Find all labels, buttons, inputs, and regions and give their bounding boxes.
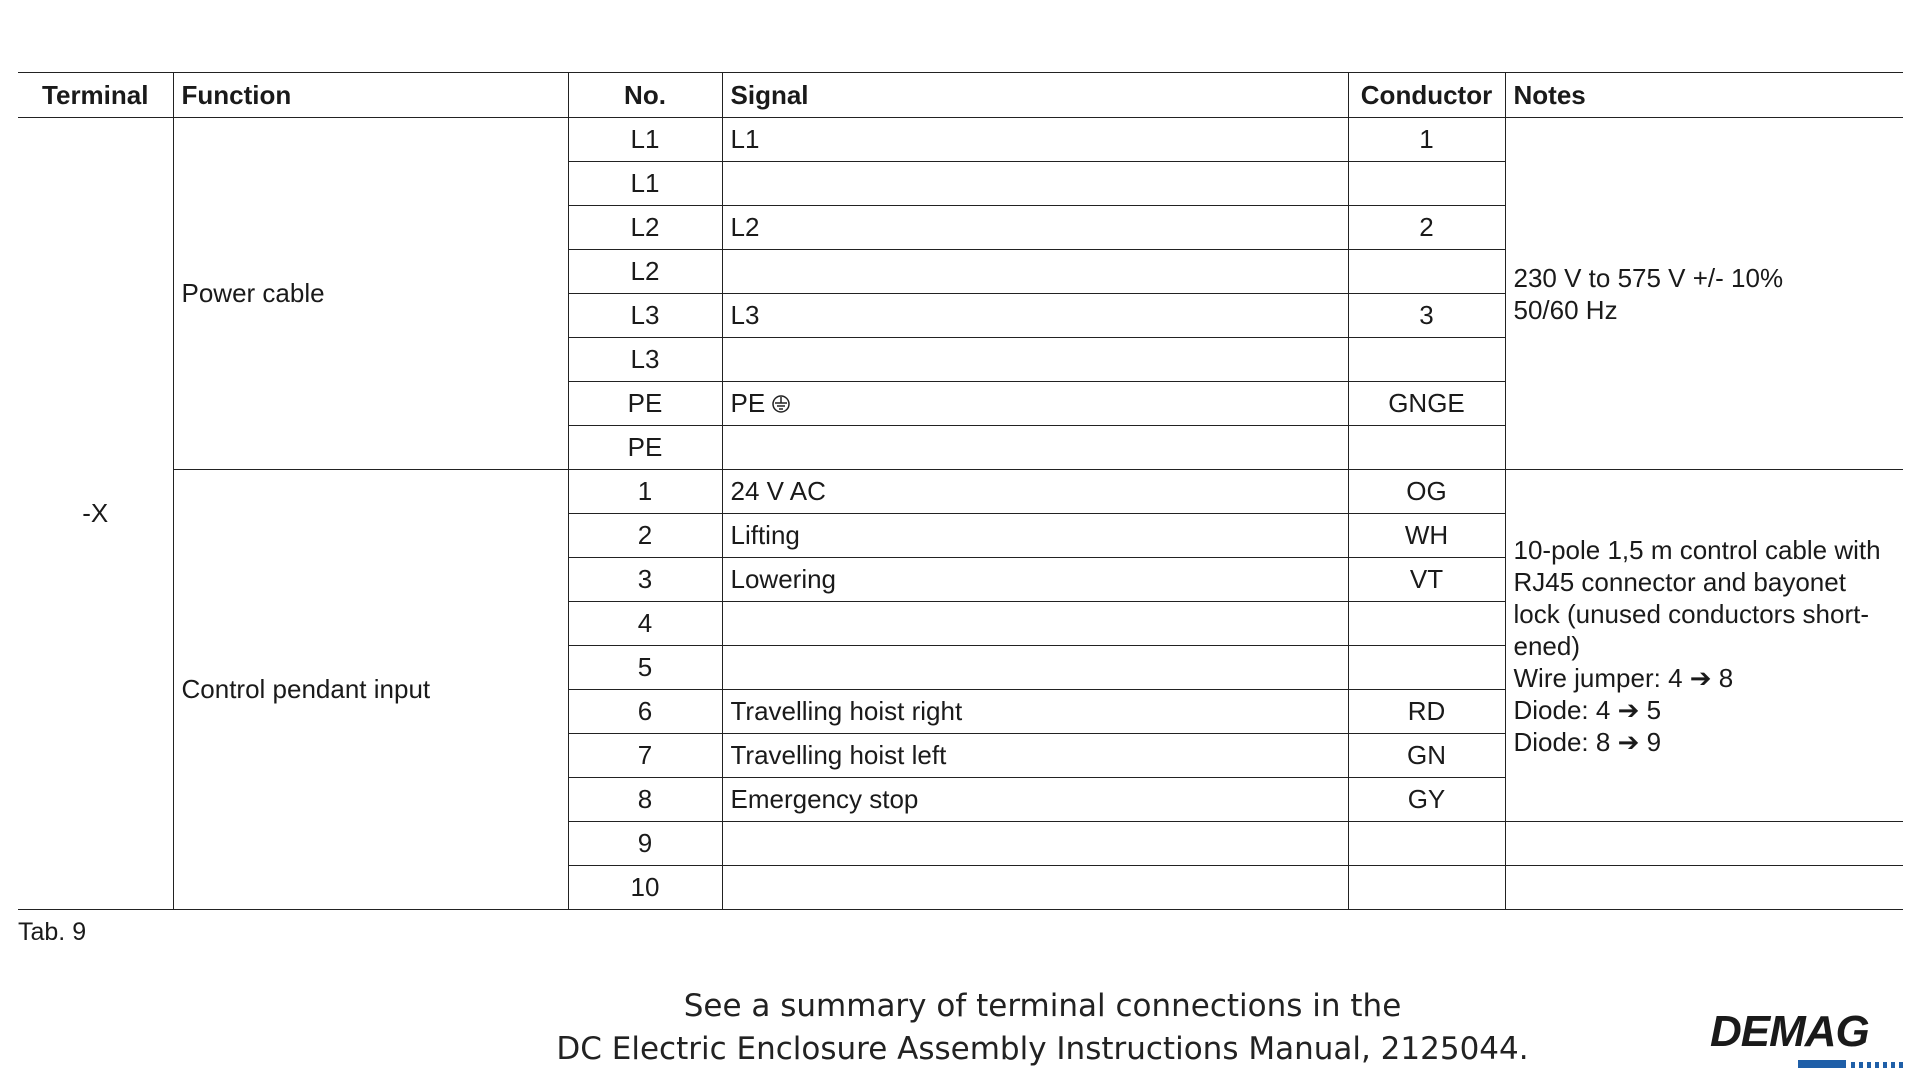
notes-cell-empty xyxy=(1505,866,1903,910)
conductor-cell: 2 xyxy=(1348,206,1505,250)
conductor-cell xyxy=(1348,822,1505,866)
conductor-cell xyxy=(1348,250,1505,294)
signal-text: Emergency stop xyxy=(730,784,919,814)
footer-note xyxy=(0,985,1920,1071)
conductor-cell: GY xyxy=(1348,778,1505,822)
conductor-cell xyxy=(1348,646,1505,690)
signal-cell xyxy=(722,646,1348,690)
notes-line: 230 V to 575 V +/- 10% xyxy=(1513,262,1784,293)
table-row xyxy=(18,118,1903,162)
signal-cell xyxy=(722,558,1348,602)
no-cell: 9 xyxy=(568,822,722,866)
signal-cell xyxy=(722,778,1348,822)
notes-line: Diode: 8 ➔ 9 xyxy=(1513,726,1662,757)
no-cell: PE xyxy=(568,382,722,426)
header-function: Function xyxy=(173,73,568,118)
notes-line: Wire jumper: 4 ➔ 8 xyxy=(1513,662,1734,693)
signal-cell xyxy=(722,294,1348,338)
no-cell: PE xyxy=(568,426,722,470)
conductor-cell xyxy=(1348,162,1505,206)
notes-line: ened) xyxy=(1513,630,1580,661)
signal-cell xyxy=(722,250,1348,294)
no-cell: 2 xyxy=(568,514,722,558)
signal-cell xyxy=(722,866,1348,910)
conductor-cell: RD xyxy=(1348,690,1505,734)
footer-line-2: DC Electric Enclosure Assembly Instructions Manual, 2125044. xyxy=(556,1031,1529,1067)
signal-cell xyxy=(722,514,1348,558)
no-cell: 4 xyxy=(568,602,722,646)
ground-symbol-icon xyxy=(771,394,791,414)
header-no: No. xyxy=(568,73,722,118)
signal-cell xyxy=(722,690,1348,734)
table-row xyxy=(18,470,1903,514)
notes-cell-empty xyxy=(1505,822,1903,866)
signal-cell xyxy=(722,338,1348,382)
logo-bar-icon xyxy=(1798,1058,1913,1070)
conductor-cell: VT xyxy=(1348,558,1505,602)
no-cell: 3 xyxy=(568,558,722,602)
no-cell: L3 xyxy=(568,338,722,382)
conductor-cell: 3 xyxy=(1348,294,1505,338)
conductor-cell: GN xyxy=(1348,734,1505,778)
signal-cell xyxy=(722,822,1348,866)
notes-line: 10-pole 1,5 m control cable with xyxy=(1513,534,1881,565)
signal-cell xyxy=(722,118,1348,162)
signal-text: Travelling hoist right xyxy=(730,696,963,726)
signal-text: Travelling hoist left xyxy=(730,740,947,770)
no-cell: L3 xyxy=(568,294,722,338)
no-cell: L2 xyxy=(568,250,722,294)
no-cell: L1 xyxy=(568,162,722,206)
notes-line: 50/60 Hz xyxy=(1513,294,1618,325)
no-cell: 6 xyxy=(568,690,722,734)
signal-text: 24 V AC xyxy=(730,476,826,506)
signal-cell xyxy=(722,162,1348,206)
notes-line: Diode: 4 ➔ 5 xyxy=(1513,694,1662,725)
no-cell: 8 xyxy=(568,778,722,822)
conductor-cell xyxy=(1348,426,1505,470)
header-notes: Notes xyxy=(1505,73,1903,118)
no-cell: L1 xyxy=(568,118,722,162)
conductor-cell: 1 xyxy=(1348,118,1505,162)
signal-text: Lifting xyxy=(730,520,800,550)
signal-text: L2 xyxy=(730,212,760,242)
no-cell: 5 xyxy=(568,646,722,690)
signal-text: PE xyxy=(730,388,766,418)
conductor-cell xyxy=(1348,338,1505,382)
signal-cell xyxy=(722,206,1348,250)
header-terminal: Terminal xyxy=(18,73,173,118)
signal-text: L3 xyxy=(730,300,760,330)
conductor-cell xyxy=(1348,866,1505,910)
function-cell: Control pendant input xyxy=(173,470,568,910)
function-cell: Power cable xyxy=(173,118,568,470)
signal-cell xyxy=(722,470,1348,514)
header-signal: Signal xyxy=(722,73,1348,118)
no-cell: 1 xyxy=(568,470,722,514)
conductor-cell xyxy=(1348,602,1505,646)
no-cell: 10 xyxy=(568,866,722,910)
footer-line-1: See a summary of terminal connections in the xyxy=(683,988,1402,1024)
notes-line: lock (unused conductors short- xyxy=(1513,598,1870,629)
conductor-cell: WH xyxy=(1348,514,1505,558)
conductor-cell: GNGE xyxy=(1348,382,1505,426)
demag-logo xyxy=(1710,1007,1915,1070)
signal-text: L1 xyxy=(730,124,760,154)
terminal-connections-table xyxy=(18,72,1903,910)
notes-cell xyxy=(1505,470,1903,822)
table-caption: Tab. 9 xyxy=(18,918,87,946)
signal-cell xyxy=(722,426,1348,470)
header-row xyxy=(18,73,1903,118)
signal-cell xyxy=(722,382,1348,426)
notes-cell xyxy=(1505,118,1903,470)
signal-cell xyxy=(722,602,1348,646)
conductor-cell: OG xyxy=(1348,470,1505,514)
header-conductor: Conductor xyxy=(1348,73,1505,118)
signal-cell xyxy=(722,734,1348,778)
notes-line: RJ45 connector and bayonet xyxy=(1513,566,1846,597)
signal-text: Lowering xyxy=(730,564,837,594)
terminal-cell: -X xyxy=(18,118,173,910)
no-cell: L2 xyxy=(568,206,722,250)
logo-text: DEMAG xyxy=(1710,1007,1869,1056)
no-cell: 7 xyxy=(568,734,722,778)
